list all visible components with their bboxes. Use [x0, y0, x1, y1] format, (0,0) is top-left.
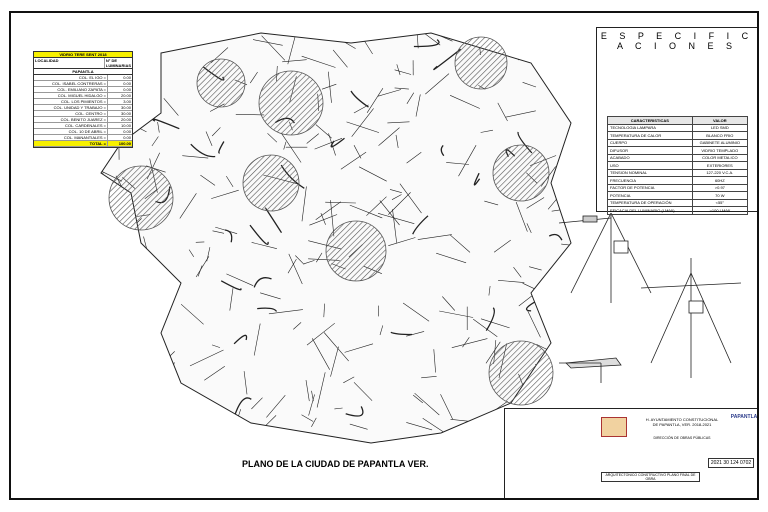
total-value: 100.00 [107, 141, 132, 146]
street-segment [297, 434, 316, 441]
locality-name: COL. EMILIANO ZAPATA = [57, 87, 106, 92]
main-road [557, 271, 561, 290]
luminaires-total-row [34, 141, 132, 147]
map-sheet [9, 11, 759, 500]
spec-row [608, 169, 748, 177]
street-segment [133, 33, 157, 57]
locality-name: COL. UNIDAD Y TRABAJO = [53, 105, 106, 110]
locality-name: COL. CARDENALES = [64, 123, 106, 128]
locality-name: COL. CENTRO = [75, 111, 106, 116]
spec-value: GABINETE ALUMINIO [692, 139, 747, 147]
locality-name: COL. MANANTIALES = [63, 135, 106, 140]
street-segment [211, 419, 227, 453]
spec-key: CUERPO [608, 139, 693, 147]
spec-value: 60HZ [692, 177, 747, 185]
spec-row [608, 154, 748, 162]
street-segment [224, 431, 226, 444]
street-segment [129, 398, 139, 401]
street-segment [559, 63, 568, 68]
municipal-crest-icon [601, 417, 627, 437]
street-segment [559, 165, 563, 187]
street-segment [557, 29, 567, 44]
spec-row [608, 207, 748, 215]
spec-row [608, 184, 748, 192]
locality-name: COL. LOS PIMIENTOS = [61, 99, 106, 104]
spec-key: FRECUENCIA [608, 177, 693, 185]
spec-key: TECNOLOGIA LAMPARA [608, 124, 693, 132]
street-segment [181, 422, 190, 452]
spec-value: 70 W [692, 192, 747, 200]
spec-value: >100 LM/W [692, 207, 747, 215]
spec-key: EFICACIA DEL LUMINARIO (LM/W) [608, 207, 693, 215]
main-road [99, 345, 116, 367]
luminaire-count: 0.00 [107, 87, 132, 92]
luminaire-count: 0.00 [107, 75, 132, 80]
street-segment [571, 30, 597, 38]
street-segment [175, 442, 178, 457]
spec-row [608, 124, 748, 132]
luminaire-count: 30.00 [107, 105, 132, 110]
institution-name: H. AYUNTAMIENTO CONSTITUCIONAL DE PAPANTLA, VER. 2018-2021 [645, 417, 719, 427]
project-code: 2021 30 124 0702 [708, 458, 754, 468]
column-localidad: LOCALIDAD [35, 58, 59, 63]
luminaire-count: 0.00 [107, 135, 132, 140]
total-label: TOTAL = [89, 141, 106, 146]
luminaire-count: 0.00 [107, 129, 132, 134]
main-road [540, 31, 548, 34]
street-segment [123, 383, 149, 401]
main-road [119, 276, 133, 300]
spec-key: TEMPERATURA DE CALOR [608, 132, 693, 140]
street-segment [91, 233, 92, 241]
luminaire-count: 0.00 [107, 81, 132, 86]
street-segment [314, 439, 325, 442]
street-segment [180, 387, 182, 410]
street-segment [209, 427, 231, 447]
street-segment [183, 433, 209, 457]
spec-row [608, 132, 748, 140]
street-segment [149, 108, 154, 116]
main-road [143, 36, 165, 42]
street-segment [202, 425, 211, 443]
spec-value: EXTERIORES [692, 162, 747, 170]
spec-value: >0.97 [692, 184, 747, 192]
spec-key: ACABADO [608, 154, 693, 162]
specifications-panel [596, 27, 758, 212]
street-segment [99, 173, 104, 191]
street-segment [97, 158, 101, 167]
street-segment [507, 41, 543, 44]
street-segment [167, 279, 176, 282]
street-segment [140, 29, 173, 47]
street-segment [169, 362, 175, 387]
spec-header-characteristic: CARACTERISTICAS [608, 117, 693, 125]
spec-key: FACTOR DE POTENCIA [608, 184, 693, 192]
spec-row [608, 199, 748, 207]
locality-name: COL. EL IGO = [78, 75, 106, 80]
street-segment [563, 72, 565, 107]
spec-value: BLANCO FRIO [692, 132, 747, 140]
column-luminarias: N° DE LUMINARIAS [105, 58, 131, 68]
spec-header-value: VALOR [692, 117, 747, 125]
main-road [136, 337, 160, 358]
spec-value: LED SMD [692, 124, 747, 132]
specifications-table [607, 116, 748, 215]
spec-row [608, 192, 748, 200]
title-block [504, 408, 759, 500]
main-road [139, 338, 152, 355]
street-segment [568, 148, 580, 152]
street-segment [565, 287, 567, 317]
luminaires-table-columns [34, 58, 132, 69]
street-segment [562, 284, 571, 300]
luminaire-count: 10.00 [107, 123, 132, 128]
spec-row [608, 147, 748, 155]
map-title: PLANO DE LA CIUDAD DE PAPANTLA VER. [242, 459, 429, 469]
street-segment [518, 48, 525, 60]
street-segment [154, 351, 175, 371]
luminaire-count: 20.00 [107, 93, 132, 98]
street-segment [487, 442, 497, 452]
luminaires-table-subheader: PAPANTLA [34, 69, 132, 75]
street-segment [412, 31, 425, 32]
street-segment [131, 88, 147, 96]
luminaire-details [559, 213, 741, 383]
street-segment [208, 399, 209, 414]
spec-value: <55° [692, 199, 747, 207]
luminaire-count: 30.00 [107, 111, 132, 116]
street-segment [126, 340, 136, 351]
luminaire-count: 20.00 [107, 117, 132, 122]
specifications-title: E S P E C I F I C A C I O N E S [600, 31, 754, 51]
sheet-title: ARQUITECTONICO CONSTRUCTIVO PLANO FINAL DE OBRA [601, 472, 700, 482]
street-segment [569, 103, 577, 106]
spec-value: VIDRIO TEMPLADO [692, 147, 747, 155]
spec-key: TEMPERATURA DE OPERACIÓN [608, 199, 693, 207]
luminaires-table-header: VIDRIO TERE SENT 2018 [34, 52, 132, 58]
spec-row [608, 177, 748, 185]
spec-value: 127-220 V.C.A. [692, 169, 747, 177]
luminaire-count: 3.00 [107, 99, 132, 104]
spec-key: TENSION NOMINAL [608, 169, 693, 177]
department-name: DIRECCIÓN DE OBRAS PÚBLICAS [653, 436, 711, 440]
street-segment [87, 439, 93, 453]
street-segment [88, 265, 105, 288]
street-segment [147, 332, 157, 368]
locality-name: COL. ISABEL CONTRERAS = [52, 81, 106, 86]
street-segment [160, 272, 163, 296]
spec-key: DIFUSOR [608, 147, 693, 155]
street-segment [145, 334, 153, 338]
spec-value: COLOR METALICO [692, 154, 747, 162]
locality-name: COL. 10 DE ABRIL = [68, 129, 106, 134]
locality-name: COL. BENITO JUAREZ = [60, 117, 106, 122]
spec-row [608, 162, 748, 170]
street-segment [137, 361, 152, 366]
locality-name: COL. MIGUEL HIDALGO = [57, 93, 106, 98]
main-road [108, 277, 135, 294]
spec-row [608, 139, 748, 147]
spec-key: POTENCIA [608, 192, 693, 200]
street-segment [557, 346, 574, 351]
luminaires-table [33, 51, 133, 148]
street-segment [73, 271, 93, 289]
spec-key: USO [608, 162, 693, 170]
street-segment [174, 44, 182, 46]
street-segment [92, 171, 97, 178]
papantla-logo: PAPANTLA [730, 414, 758, 420]
